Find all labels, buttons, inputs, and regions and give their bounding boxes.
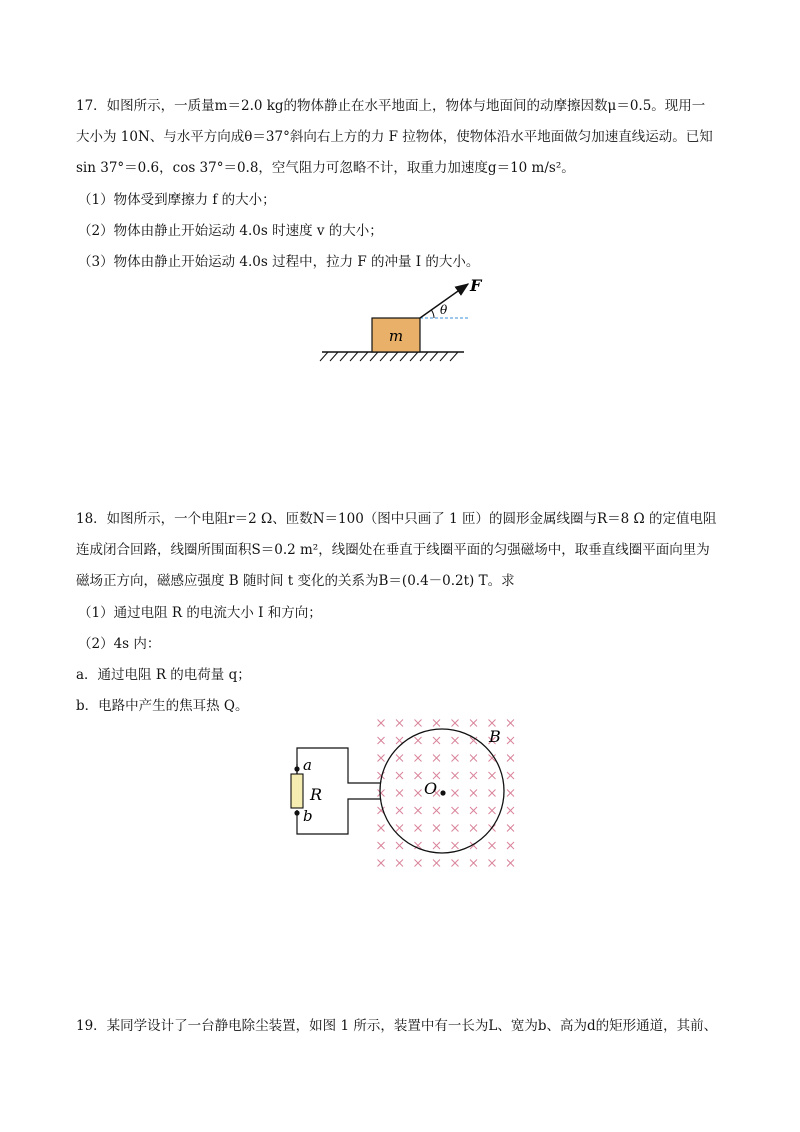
- angle-label: θ: [440, 303, 448, 317]
- resistor-R: [291, 774, 303, 808]
- q18-line-1: 18．如图所示，一个电阻r＝2 Ω、匝数N＝100（图中只画了 1 匝）的圆形金属线圈与R＝8 Ω 的定值电阻: [76, 511, 717, 527]
- q17-figure: [310, 272, 500, 364]
- force-label: F: [470, 276, 482, 295]
- q19-line-1: 19．某同学设计了一台静电除尘装置，如图 1 所示，装置中有一长为L、宽为b、高为d的矩形通道，其前、: [76, 1018, 718, 1034]
- label-B: B: [489, 727, 501, 746]
- q17-line-2: 大小为 10N、与水平方向成θ＝37°斜向右上方的力 F 拉物体，使物体沿水平地面做匀加速直线运动。已知: [76, 129, 713, 145]
- label-R: R: [310, 785, 323, 804]
- q17-line-1: 17．如图所示，一质量m＝2.0 kg的物体静止在水平地面上，物体与地面间的动摩擦因数μ＝0.5。现用一: [76, 98, 706, 114]
- ground-hatch: [320, 352, 458, 361]
- q18-part-b: b．电路中产生的焦耳热 Q。: [76, 698, 249, 714]
- center-O-dot: [440, 790, 445, 795]
- block-label: m: [388, 327, 404, 345]
- q18-line-2: 连成闭合回路，线圈所围面积S＝0.2 m²，线圈处在垂直于线圈平面的匀强磁场中，取垂直线圈平面向里为: [76, 542, 710, 558]
- q17-part-1: （1）物体受到摩擦力 f 的大小；: [78, 192, 276, 208]
- q18-part-1: （1）通过电阻 R 的电流大小 I 和方向；: [78, 605, 322, 621]
- label-a: a: [303, 756, 312, 774]
- terminal-a: [294, 766, 299, 771]
- label-O: O: [424, 779, 438, 798]
- label-b: b: [303, 807, 313, 825]
- angle-arc: [432, 310, 435, 318]
- q18-line-3: 磁场正方向，磁感应强度 B 随时间 t 变化的关系为B＝(0.4－0.2t) T。求: [76, 573, 515, 589]
- terminal-b: [294, 810, 299, 815]
- q18-part-a: a．通过电阻 R 的电荷量 q；: [76, 667, 251, 683]
- q17-part-3: （3）物体由静止开始运动 4.0s 过程中，拉力 F 的冲量 I 的大小。: [78, 254, 480, 270]
- q17-line-3: sin 37°＝0.6，cos 37°＝0.8，空气阻力可忽略不计，取重力加速度g＝10 m/s²。: [76, 160, 575, 176]
- q18-part-2: （2）4s 内：: [78, 636, 161, 652]
- q18-figure: [280, 712, 520, 872]
- q17-part-2: （2）物体由静止开始运动 4.0s 时速度 v 的大小；: [78, 223, 383, 239]
